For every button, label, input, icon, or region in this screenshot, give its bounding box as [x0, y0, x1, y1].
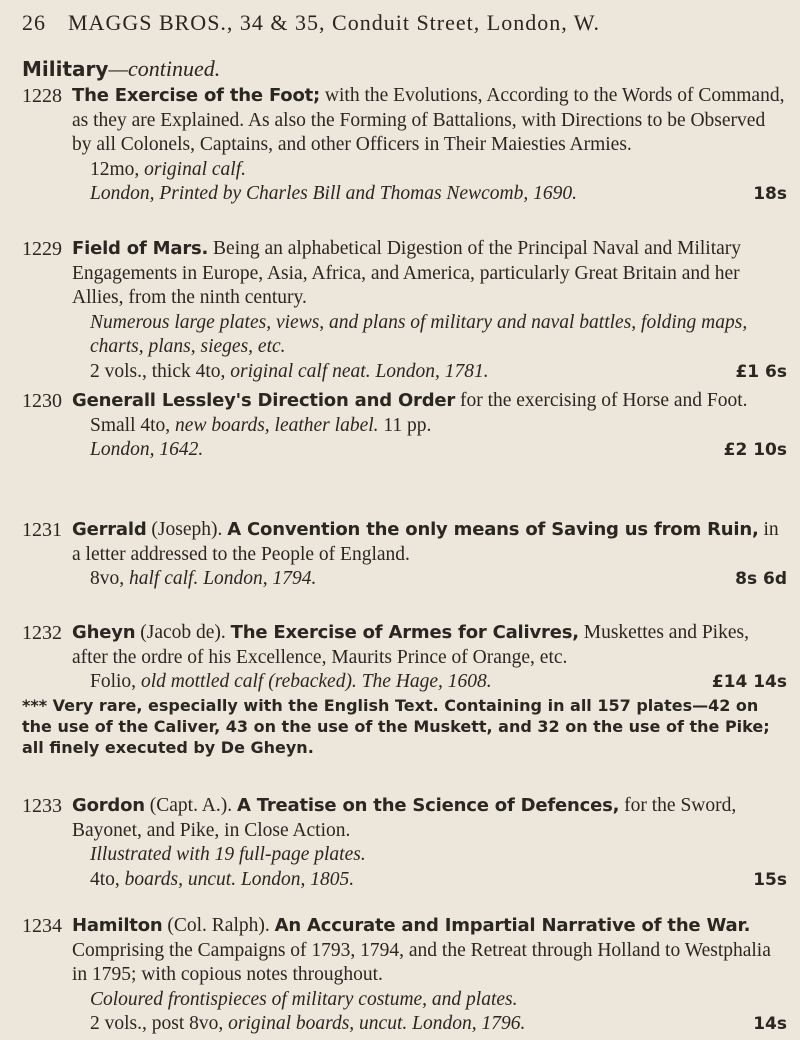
entry-heading: The Exercise of the Foot; [72, 85, 321, 106]
entry-text: Comprising the Campaigns of 1793, 1794, and the Retreat through Holland to Westphalia in 1795; with copious notes throughout. [72, 939, 771, 985]
entry-text: for the exercising of Horse and Foot. [459, 390, 748, 411]
entry-heading: A Treatise on the Science of Defences, [236, 795, 620, 816]
entry-heading: Field of Mars. [72, 238, 209, 259]
header-text: MAGGS BROS., 34 & 35, Conduit Street, London, W. [68, 10, 601, 35]
catalogue-entry [22, 237, 787, 384]
entry-text: with the Evolutions, According to the Words of Command, as they are Explained. As also the Forming of Battalions, with Directions to be Observed by all Colonels, Captains, and other Officers in Their Maiesties Armies. [72, 85, 785, 155]
entry-imprint: London, 1796. [412, 1013, 526, 1034]
entry-imprint: London, 1794. [203, 568, 317, 589]
catalogue-entry [22, 518, 787, 592]
lot-number: 1229 [22, 238, 62, 260]
lot-number: 1233 [22, 795, 62, 817]
lot-number: 1230 [22, 390, 62, 412]
entry-format: Small 4to, [90, 414, 176, 436]
entry-heading: Generall Lessley's Direction and Order [72, 390, 456, 411]
entry-price: 8s 6d [735, 569, 787, 589]
section-heading [22, 56, 220, 82]
entry-price: £14 14s [711, 672, 787, 692]
catalogue-entry [22, 389, 787, 463]
section-continued: —continued. [108, 56, 221, 81]
section-title: Military [22, 57, 109, 81]
entry-imprint: The Hage, 1608. [361, 671, 492, 692]
entry-binding: old mottled calf (rebacked). [140, 671, 357, 692]
entry-binding: new boards, leather label. [175, 414, 379, 436]
entry-author-name: (Capt. A.). [144, 795, 237, 816]
entry-author-name: (Joseph). [146, 519, 228, 540]
entry-note: *** Very rare, especially with the English Text. Containing in all 157 plates—42 on the use of the Caliver, 43 on the use of the Muskett, and 32 on the use of the Pike; all finely executed by De Gheyn. [22, 695, 770, 757]
catalogue-entry [22, 914, 787, 1037]
entry-binding: original boards, uncut. [228, 1013, 408, 1034]
catalogue-entry [22, 84, 787, 207]
entry-imprint: London, 1781. [375, 360, 489, 382]
entry-binding: boards, uncut. [124, 868, 237, 890]
lot-number: 1228 [22, 85, 62, 107]
entry-format: 12mo, [90, 158, 145, 180]
entry-author: Gordon [72, 795, 145, 816]
entry-author-name: (Col. Ralph). [162, 915, 275, 936]
entry-author-name: (Jacob de). [135, 622, 231, 643]
catalogue-entry [22, 621, 787, 758]
entry-format: 2 vols., thick 4to, [90, 360, 231, 382]
entry-description: Numerous large plates, views, and plans of military and naval battles, folding maps, charts, plans, sieges, etc. [90, 311, 748, 357]
entry-description: Coloured frontispieces of military costume, and plates. [90, 988, 518, 1010]
entry-price: £1 6s [735, 361, 787, 382]
entry-price: 18s [753, 184, 787, 204]
entry-binding: original calf. [144, 158, 247, 180]
page-number: 26 [22, 10, 46, 35]
entry-author: Gerrald [72, 519, 147, 540]
entry-imprint: London, 1642. [90, 439, 204, 460]
entry-author: Gheyn [72, 622, 136, 643]
entry-pages: 11 pp. [378, 414, 432, 436]
page-header [22, 10, 792, 36]
entry-binding: half calf. [129, 568, 199, 589]
lot-number: 1234 [22, 915, 62, 937]
entry-price: 14s [753, 1014, 787, 1034]
entry-heading: An Accurate and Impartial Narrative of the War. [274, 915, 751, 936]
entry-format: 4to, [90, 868, 125, 890]
catalogue-entry [22, 794, 787, 892]
entry-price: £2 10s [723, 440, 787, 460]
entry-heading: The Exercise of Armes for Calivres, [230, 622, 579, 643]
lot-number: 1232 [22, 622, 62, 644]
entry-description: Illustrated with 19 full-page plates. [90, 844, 366, 865]
entry-imprint: London, Printed by Charles Bill and Thomas Newcomb, 1690. [90, 183, 577, 204]
entry-text: for the Sword, Bayonet, and Pike, in Close Action. [72, 795, 737, 841]
entry-format: 2 vols., post 8vo, [90, 1013, 229, 1034]
entry-author: Hamilton [72, 915, 163, 936]
entry-text: Being an alphabetical Digestion of the Principal Naval and Military Engagements in Europe, Asia, Africa, and America, particularly Great Britain and her Allies, from the ninth century. [72, 238, 742, 308]
entry-text: in a letter addressed to the People of England. [72, 519, 779, 565]
lot-number: 1231 [22, 519, 62, 541]
entry-format: 8vo, [90, 568, 129, 589]
entry-heading: A Convention the only means of Saving us from Ruin, [227, 519, 759, 540]
entry-price: 15s [753, 869, 787, 890]
entry-text: Muskettes and Pikes, after the ordre of his Excellence, Maurits Prince of Orange, etc. [72, 622, 749, 668]
entry-imprint: London, 1805. [240, 868, 355, 890]
entry-format: Folio, [90, 671, 141, 692]
entry-binding: original calf neat. [230, 360, 371, 382]
